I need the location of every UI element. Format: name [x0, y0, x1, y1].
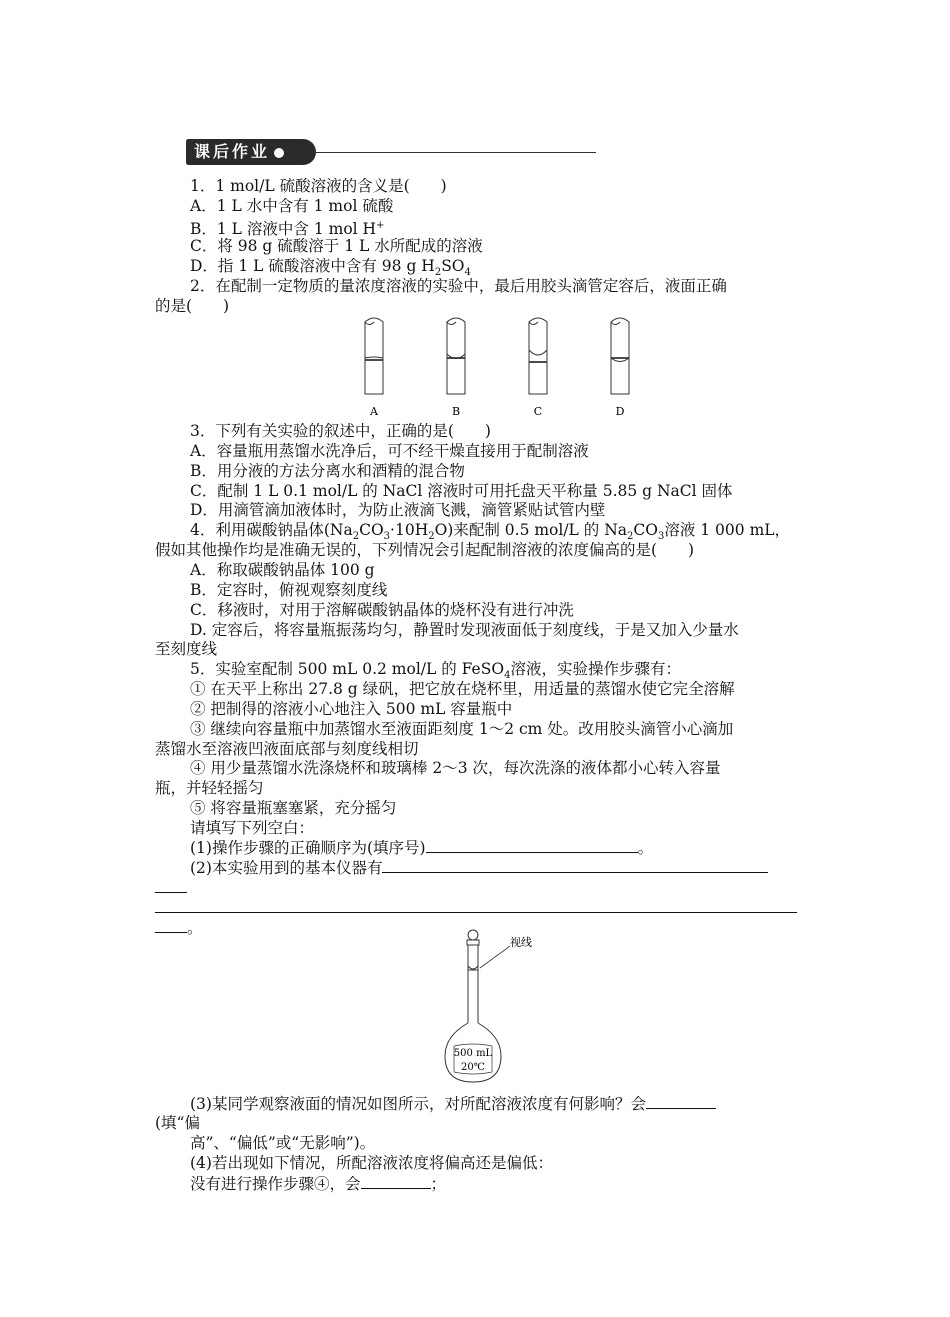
q5-part-1: (1)操作步骤的正确顺序为(填序号) 。 [190, 839, 654, 857]
q4-stem-line1: 4．利用碳酸钠晶体$(Na_2CO_3\cdot 10H_2O)$来配制 0.5 mol/L 的 $Na_2CO_3$溶液 1 000 mL， [190, 521, 791, 543]
section-title: 课后作业 [194, 142, 271, 161]
q5-part-2-cont3: 。 [155, 917, 800, 938]
flask-sight-label: 视线 [510, 936, 532, 949]
tube-a [365, 318, 383, 394]
q5-step-3-line1: ③ 继续向容量瓶中加蒸馏水至液面距刻度 1～2 cm 处。改用胶头滴管小心滴加 [190, 720, 734, 738]
q5-step-4-line1: ④ 用少量蒸馏水洗涤烧杯和玻璃棒 2～3 次，每次洗涤的液体都小心转入容量 [190, 759, 721, 777]
answer-blank-3[interactable] [646, 1093, 716, 1109]
flask-temp-label: 20℃ [461, 1062, 485, 1073]
flask-volume-label: 500 mL [453, 1048, 493, 1059]
q4-option-d-line1: D. 定容后，将容量瓶振荡均匀，静置时发现液面低于刻度线，于是又加入少量水 [190, 621, 739, 639]
tube-b [447, 318, 465, 394]
q2-tubes-figure [355, 314, 645, 424]
q4-stem-line2: 假如其他操作均是准确无误的，下列情况会引起配制溶液的浓度偏高的是( ) [155, 541, 695, 559]
q3-option-d: D．用滴管滴加液体时，为防止液滴飞溅，滴管紧贴试管内壁 [190, 501, 606, 519]
q3-option-b: B．用分液的方法分离水和酒精的混合物 [190, 462, 465, 480]
q3-stem: 3．下列有关实验的叙述中，正确的是( ) [190, 422, 491, 440]
q5-step-5: ⑤ 将容量瓶塞塞紧，充分摇匀 [190, 799, 397, 817]
tube-label-b: B [451, 405, 461, 418]
q1-option-c: C．将 98 g 硫酸溶于 1 L 水所配成的溶液 [190, 237, 483, 255]
q5-step-4-line2: 瓶，并轻轻摇匀 [155, 779, 264, 797]
answer-blank-2c[interactable] [155, 897, 797, 913]
q3-option-c: C．配制 1 L 0.1 mol/L 的 NaCl 溶液时可用托盘天平称量 5.85 g NaCl 固体 [190, 482, 733, 500]
q1-option-d: D．指 1 L 硫酸溶液中含有 98 g $H_2SO_4$ [190, 257, 471, 279]
q5-stem: 5．实验室配制 500 mL 0.2 mol/L 的 FeSO$_4$溶液，实验操作步骤有： [190, 660, 681, 682]
q5-part-2-cont1 [155, 877, 800, 898]
q5-step-1: ① 在天平上称出 27.8 g 绿矾，把它放在烧杯里，用适量的蒸馏水使它完全溶解 [190, 680, 735, 698]
q5-part-3-line3: 高”、“偏低”或“无影响”)。 [190, 1134, 376, 1152]
q5-part-2: (2)本实验用到的基本仪器有 [190, 857, 835, 878]
section-banner [186, 139, 316, 165]
q2-stem-line2: 的是( ) [155, 297, 230, 315]
q1-option-b: B．1 L 溶液中含 1 mol H+ [190, 220, 385, 239]
q5-part-2-cont2 [155, 897, 800, 918]
bullet-dot-icon [274, 148, 284, 158]
q4-option-c: C．移液时，对用于溶解碳酸钠晶体的烧杯没有进行冲洗 [190, 601, 574, 619]
q5-step-2: ② 把制得的溶液小心地注入 500 mL 容量瓶中 [190, 700, 513, 718]
q4-option-d-line2: 至刻度线 [155, 640, 218, 658]
q4-option-b: B．定容时，俯视观察刻度线 [190, 581, 388, 599]
tube-label-a: A [370, 405, 378, 418]
tube-d [611, 318, 629, 394]
answer-blank-2a[interactable] [382, 857, 768, 873]
q1-option-a: A．1 L 水中含有 1 mol 硫酸 [190, 197, 394, 215]
answer-blank-4a[interactable] [361, 1173, 431, 1189]
q4-option-a: A．称取碳酸钠晶体 100 g [190, 561, 375, 579]
q5-part-3: (3)某同学观察液面的情况如图所示，对所配溶液浓度有何影响？会 [190, 1093, 835, 1114]
q5-part-4: (4)若出现如下情况，所配溶液浓度将偏高还是偏低： [190, 1154, 553, 1172]
q5-fill-prompt: 请填写下列空白： [190, 819, 315, 837]
tube-label-d: D [615, 405, 625, 418]
volumetric-flask-figure [440, 928, 550, 1086]
q1-stem: 1．1 mol/L 硫酸溶液的含义是( ) [190, 177, 447, 195]
q3-option-a: A．容量瓶用蒸馏水洗净后，可不经干燥直接用于配制溶液 [190, 442, 589, 460]
answer-blank-1[interactable] [426, 837, 638, 853]
q5-part-3-line2: (填“偏 [155, 1114, 200, 1132]
q5-part-4a: 没有进行操作步骤④，会 ； [190, 1175, 447, 1193]
q5-step-3-line2: 蒸馏水至溶液凹液面底部与刻度线相切 [155, 740, 419, 758]
header-rule [314, 152, 596, 153]
tube-c [529, 318, 547, 394]
q2-stem-line1: 2．在配制一定物质的量浓度溶液的实验中，最后用胶头滴管定容后，液面正确 [190, 277, 727, 295]
tube-label-c: C [533, 405, 543, 418]
answer-blank-2b[interactable] [155, 877, 187, 893]
answer-blank-2d[interactable] [155, 917, 187, 933]
